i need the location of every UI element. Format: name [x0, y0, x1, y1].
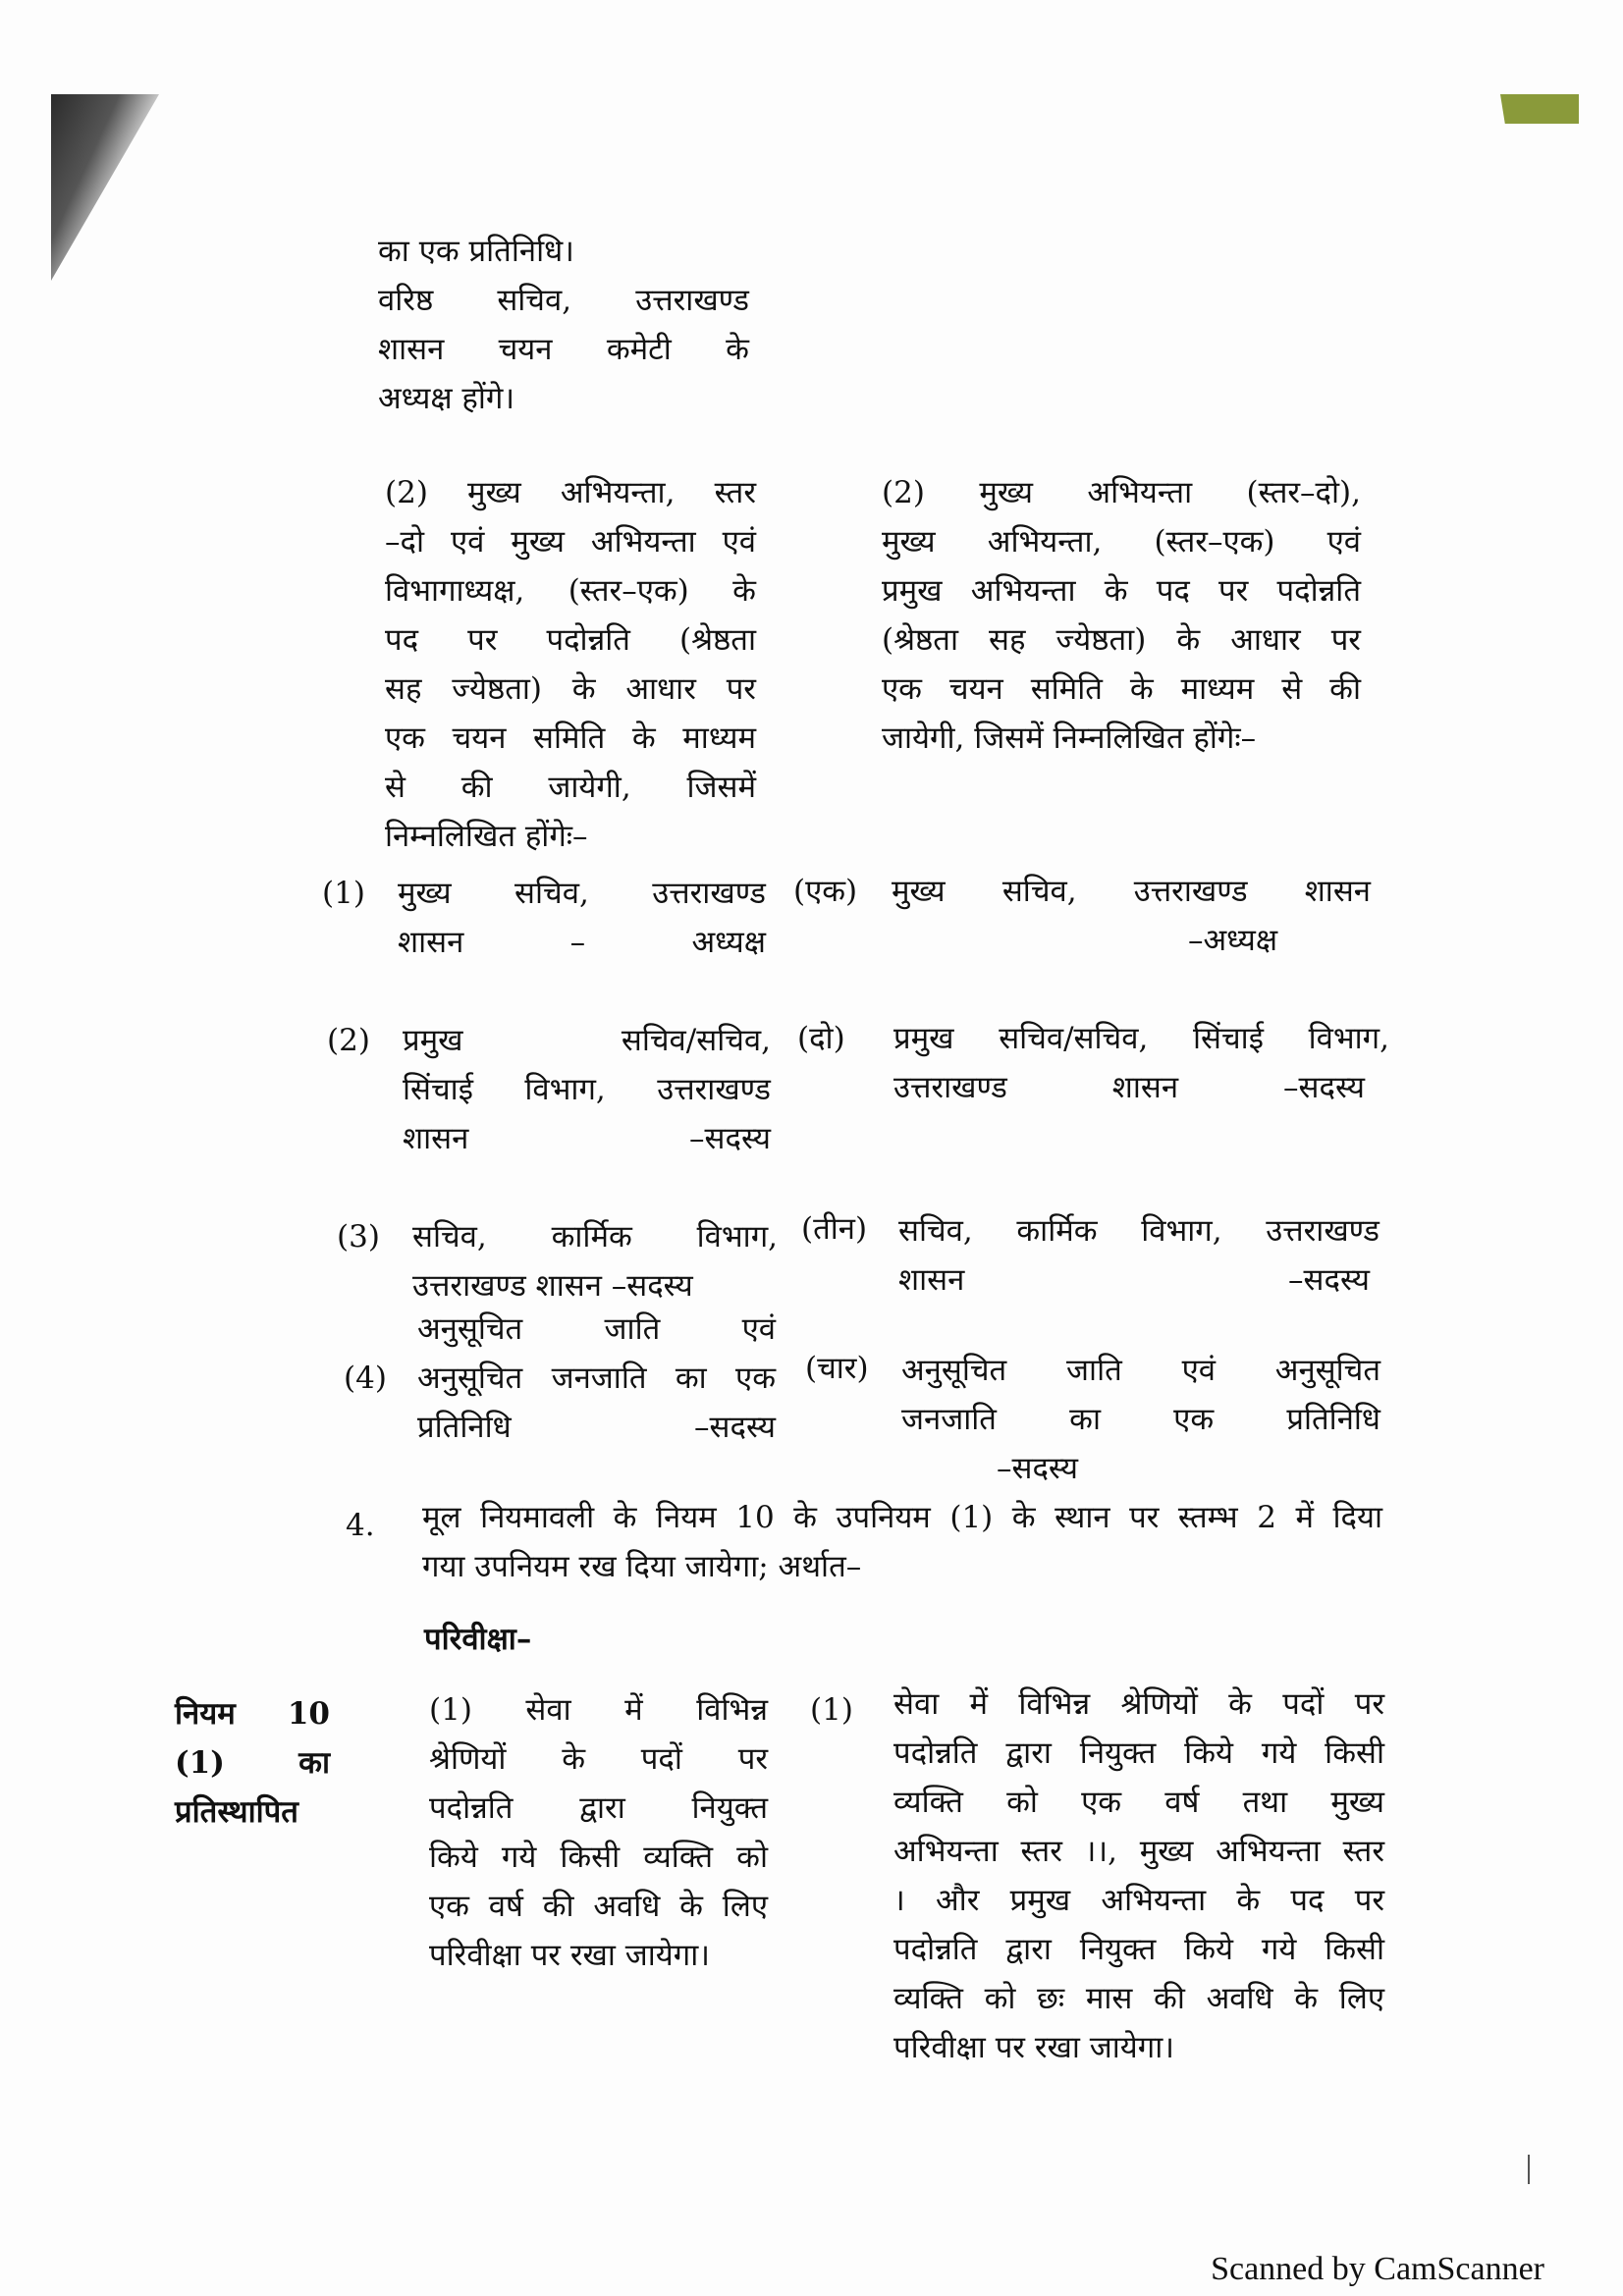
member-left-line: सिंचाई विभाग, उत्तराखण्ड [403, 1072, 771, 1107]
top-line: शासन चयन कमेटी के [378, 332, 749, 367]
scanner-watermark: Scanned by CamScanner [1211, 2251, 1544, 2287]
sub2-left-line: –दो एवं मुख्य अभियन्ता एवं [385, 524, 756, 560]
sub2-left-line: (2) मुख्य अभियन्ता, स्तर [385, 475, 756, 510]
scan-tab-mark [1500, 94, 1579, 124]
member-left-line: अनुसूचित जाति एवं [417, 1311, 776, 1347]
member-left-line: प्रतिनिधि –सदस्य [417, 1410, 776, 1445]
member-right-line: जनजाति का एक प्रतिनिधि [901, 1402, 1380, 1437]
sub2-left-line: निम्नलिखित होंगेः– [385, 819, 588, 854]
rule10-right-line: सेवा में विभिन्न श्रेणियों के पदों पर [893, 1686, 1384, 1722]
rule10-right-number: (1) [810, 1692, 853, 1728]
member-left-line: मुख्य सचिव, उत्तराखण्ड [398, 876, 766, 911]
margin-note-line: नियम 10 [175, 1696, 330, 1732]
top-line: अध्यक्ष होंगे। [378, 381, 515, 416]
member-right-number: (चार) [805, 1351, 869, 1386]
margin-note-line: प्रतिस्थापित [175, 1794, 298, 1830]
rule10-left-line: पदोन्नति द्वारा नियुक्त [429, 1790, 768, 1826]
member-right-line: मुख्य सचिव, उत्तराखण्ड शासन [892, 874, 1371, 909]
rule10-right-line: पदोन्नति द्वारा नियुक्त किये गये किसी [893, 1735, 1384, 1771]
rule10-left-line: (1) सेवा में विभिन्न [429, 1692, 768, 1728]
sub2-right-line: मुख्य अभियन्ता, (स्तर–एक) एवं [882, 524, 1361, 560]
member-left-line: सचिव, कार्मिक विभाग, [412, 1219, 778, 1255]
rule10-right-line: पदोन्नति द्वारा नियुक्त किये गये किसी [893, 1932, 1384, 1967]
member-right-line: उत्तराखण्ड शासन –सदस्य [893, 1070, 1365, 1105]
sub2-left-line: एक चयन समिति के माध्यम [385, 721, 756, 756]
scan-corner-shadow [51, 94, 159, 281]
sub2-right-line: (2) मुख्य अभियन्ता (स्तर–दो), [882, 475, 1361, 510]
rule10-right-line: परिवीक्षा पर रखा जायेगा। [893, 2030, 1174, 2065]
rule10-left-line: परिवीक्षा पर रखा जायेगा। [429, 1938, 710, 1973]
member-right-number: (दो) [797, 1021, 845, 1056]
member-right-line: अनुसूचित जाति एवं अनुसूचित [901, 1353, 1380, 1388]
member-right-line: शासन –सदस्य [898, 1262, 1370, 1298]
member-right-line: –अध्यक्ष [1188, 923, 1278, 958]
member-left-line: शासन – अध्यक्ष [398, 925, 766, 960]
paragraph-line: गया उपनियम रख दिया जायेगा; अर्थात– [422, 1549, 862, 1584]
member-right-line: प्रमुख सचिव/सचिव, सिंचाई विभाग, [893, 1021, 1389, 1056]
margin-note-line: (1) का [175, 1745, 330, 1781]
top-line: वरिष्ठ सचिव, उत्तराखण्ड [378, 283, 749, 318]
member-left-line: उत्तराखण्ड शासन –सदस्य [412, 1268, 693, 1304]
sub2-left-line: सह ज्येष्ठता) के आधार पर [385, 671, 756, 707]
top-line: का एक प्रतिनिधि। [378, 234, 574, 269]
member-left-number: (4) [344, 1361, 387, 1396]
member-right-number: (एक) [793, 874, 858, 909]
member-right-number: (तीन) [801, 1211, 868, 1247]
member-right-line: सचिव, कार्मिक विभाग, उत्तराखण्ड [898, 1213, 1380, 1249]
sub2-left-line: विभागाध्यक्ष, (स्तर–एक) के [385, 573, 756, 609]
rule10-left-line: श्रेणियों के पदों पर [429, 1741, 768, 1777]
section-heading: परिवीक्षा– [424, 1622, 532, 1657]
sub2-left-line: से की जायेगी, जिसमें [385, 770, 756, 805]
member-right-line: –सदस्य [997, 1451, 1078, 1486]
rule10-right-line: । और प्रमुख अभियन्ता के पद पर [893, 1883, 1384, 1918]
rule10-right-line: अभियन्ता स्तर ।।, मुख्य अभियन्ता स्तर [893, 1834, 1384, 1869]
rule10-left-line: एक वर्ष की अवधि के लिए [429, 1889, 768, 1924]
rule10-left-line: किये गये किसी व्यक्ति को [429, 1840, 768, 1875]
paragraph-line: मूल नियमावली के नियम 10 के उपनियम (1) के स्थान पर स्तम्भ 2 में दिया [422, 1500, 1382, 1535]
sub2-right-line: एक चयन समिति के माध्यम से की [882, 671, 1361, 707]
rule10-right-line: व्यक्ति को छः मास की अवधि के लिए [893, 1981, 1384, 2016]
member-left-number: (2) [327, 1023, 370, 1058]
rule10-right-line: व्यक्ति को एक वर्ष तथा मुख्य [893, 1785, 1384, 1820]
member-left-number: (3) [337, 1219, 380, 1255]
member-left-line: शासन –सदस्य [403, 1121, 771, 1156]
member-left-number: (1) [322, 876, 365, 911]
member-left-line: प्रमुख सचिव/सचिव, [403, 1023, 771, 1058]
paragraph-number: 4. [346, 1508, 375, 1543]
sub2-left-line: पद पर पदोन्नति (श्रेष्ठता [385, 622, 756, 658]
sub2-right-line: प्रमुख अभियन्ता के पद पर पदोन्नति [882, 573, 1361, 609]
sub2-right-line: (श्रेष्ठता सह ज्येष्ठता) के आधार पर [882, 622, 1361, 658]
member-left-line: अनुसूचित जनजाति का एक [417, 1361, 776, 1396]
sub2-right-line: जायेगी, जिसमें निम्नलिखित होंगेः– [882, 721, 1257, 756]
scan-edge-mark [1528, 2155, 1530, 2184]
